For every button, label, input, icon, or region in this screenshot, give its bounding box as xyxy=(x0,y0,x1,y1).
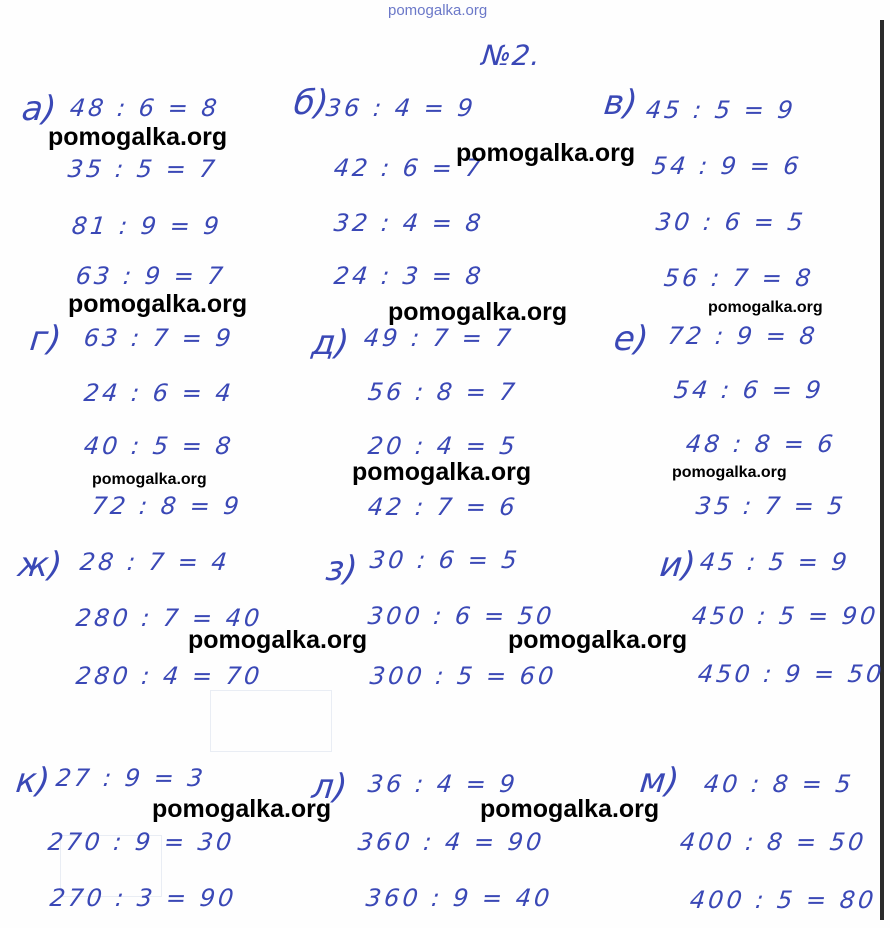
watermark: pomogalka.org xyxy=(672,464,787,481)
section-label-i: и) xyxy=(657,545,698,585)
watermark: pomogalka.org xyxy=(188,626,368,654)
equation: 49 : 7 = 7 xyxy=(362,324,516,352)
watermark: pomogalka.org xyxy=(152,795,332,823)
equation: 63 : 9 = 7 xyxy=(74,262,228,290)
equation: 36 : 4 = 9 xyxy=(324,94,478,122)
equation: 30 : 6 = 5 xyxy=(654,208,808,236)
section-label-zh: ж) xyxy=(15,545,65,585)
equation: 35 : 7 = 5 xyxy=(694,492,848,520)
equation: 36 : 4 = 9 xyxy=(366,770,520,798)
task-number: №2. xyxy=(480,39,543,72)
watermark: pomogalka.org xyxy=(48,123,228,151)
equation: 81 : 9 = 9 xyxy=(70,212,224,240)
equation: 20 : 4 = 5 xyxy=(366,432,520,460)
equation: 280 : 7 = 40 xyxy=(74,604,264,632)
equation: 360 : 4 = 90 xyxy=(356,828,546,856)
equation: 280 : 4 = 70 xyxy=(74,662,264,690)
equation: 56 : 8 = 7 xyxy=(366,378,520,406)
section-label-v: в) xyxy=(601,83,640,123)
equation: 35 : 5 = 7 xyxy=(66,155,220,183)
section-label-g: г) xyxy=(27,319,64,359)
equation: 45 : 5 = 9 xyxy=(644,96,798,124)
watermark: pomogalka.org xyxy=(68,290,248,318)
equation: 63 : 7 = 9 xyxy=(82,324,236,352)
equation: 300 : 5 = 60 xyxy=(368,662,558,690)
equation: 54 : 6 = 9 xyxy=(672,376,826,404)
equation: 42 : 7 = 6 xyxy=(366,493,520,521)
page-edge xyxy=(880,20,884,920)
watermark: pomogalka.org xyxy=(92,471,207,488)
equation: 45 : 5 = 9 xyxy=(698,548,852,576)
equation: 270 : 9 = 30 xyxy=(46,828,236,856)
watermark: pomogalka.org xyxy=(508,626,688,654)
section-label-a: а) xyxy=(19,89,59,129)
top-watermark: pomogalka.org xyxy=(388,2,488,19)
equation: 72 : 8 = 9 xyxy=(90,492,244,520)
equation: 40 : 5 = 8 xyxy=(82,432,236,460)
section-label-e: е) xyxy=(611,319,651,359)
equation: 27 : 9 = 3 xyxy=(54,764,208,792)
section-label-k: к) xyxy=(13,761,52,801)
equation: 54 : 9 = 6 xyxy=(650,152,804,180)
equation: 400 : 8 = 50 xyxy=(678,828,868,856)
equation: 30 : 6 = 5 xyxy=(368,546,522,574)
section-label-m: м) xyxy=(637,761,682,801)
section-label-d: д) xyxy=(309,323,351,363)
section-label-b: б) xyxy=(291,83,331,123)
equation: 28 : 7 = 4 xyxy=(78,548,232,576)
equation: 24 : 6 = 4 xyxy=(82,379,236,407)
equation: 270 : 3 = 90 xyxy=(48,884,238,912)
equation: 300 : 6 = 50 xyxy=(366,602,556,630)
equation: 400 : 5 = 80 xyxy=(688,886,878,914)
equation: 450 : 5 = 90 xyxy=(690,602,880,630)
equation: 40 : 8 = 5 xyxy=(702,770,856,798)
section-label-z: з) xyxy=(323,549,360,589)
section-label-l: л) xyxy=(309,767,350,807)
equation: 72 : 9 = 8 xyxy=(666,322,820,350)
watermark: pomogalka.org xyxy=(456,139,636,167)
equation: 32 : 4 = 8 xyxy=(332,209,486,237)
equation: 360 : 9 = 40 xyxy=(364,884,554,912)
watermark: pomogalka.org xyxy=(708,299,823,316)
equation: 42 : 6 = 7 xyxy=(332,154,486,182)
watermark: pomogalka.org xyxy=(352,458,532,486)
watermark: pomogalka.org xyxy=(480,795,660,823)
faint-grid xyxy=(210,690,332,752)
equation: 48 : 6 = 8 xyxy=(68,94,222,122)
equation: 56 : 7 = 8 xyxy=(662,264,816,292)
watermark: pomogalka.org xyxy=(388,298,568,326)
equation: 48 : 8 = 6 xyxy=(684,430,838,458)
equation: 450 : 9 = 50 xyxy=(696,660,886,688)
equation: 24 : 3 = 8 xyxy=(332,262,486,290)
